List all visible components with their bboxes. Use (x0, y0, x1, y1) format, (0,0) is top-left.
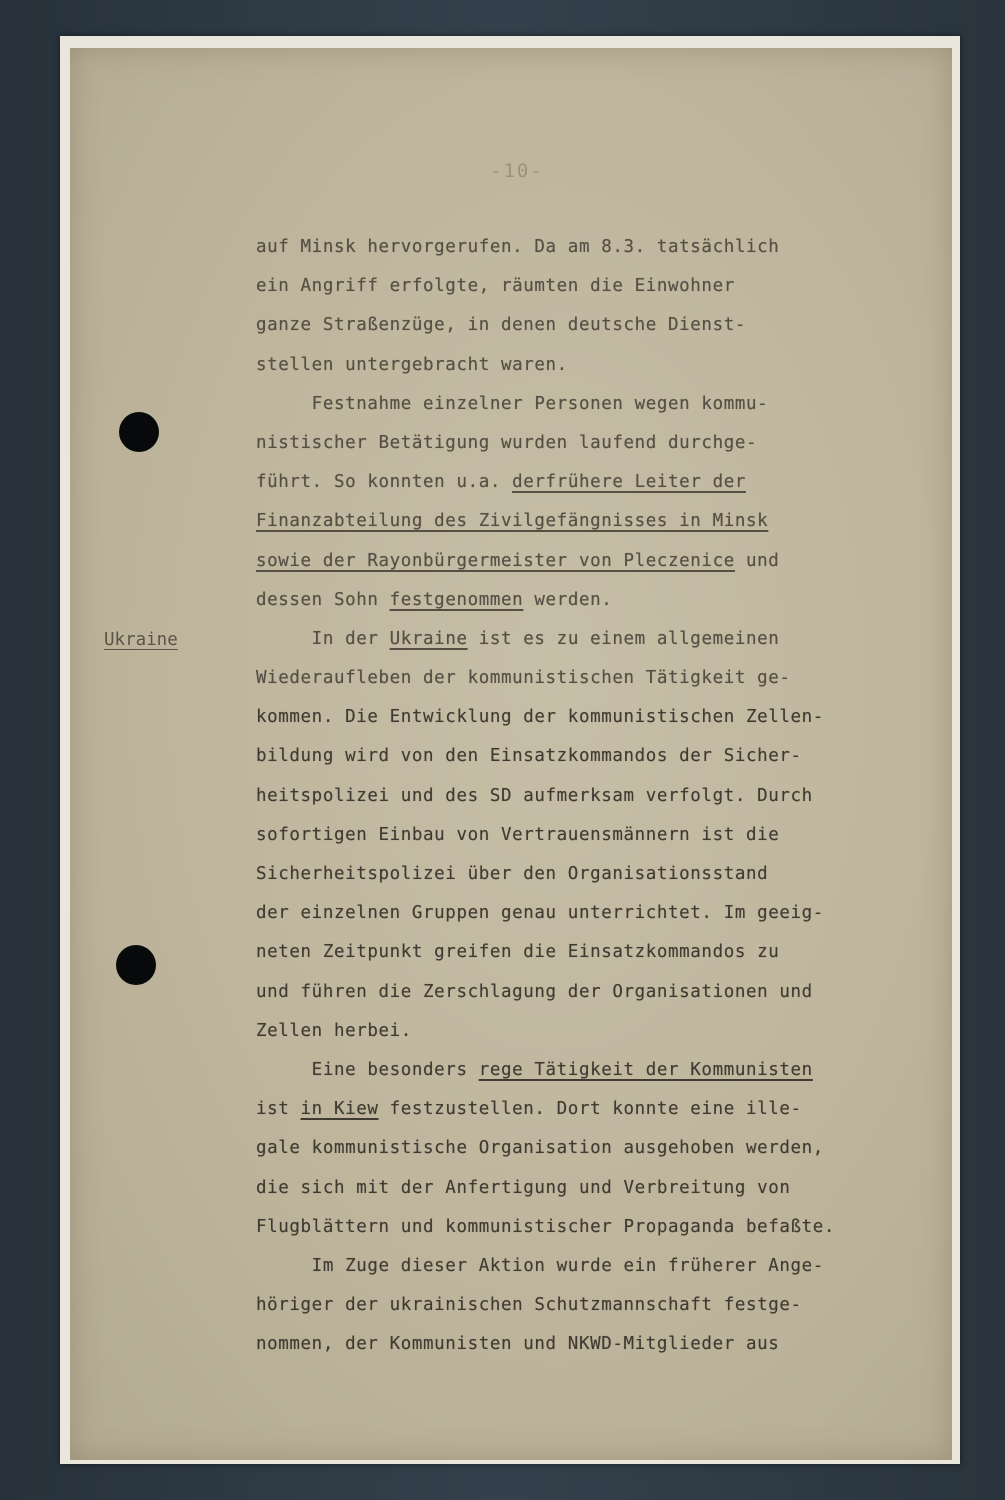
text-line: Zellen herbei. (256, 1020, 412, 1041)
text-line: kommen. Die Entwicklung der kommunistischen Zellen- (256, 707, 824, 728)
text-line: der einzelnen Gruppen genau unterrichtet. Im geeig- (256, 903, 824, 924)
underlined-text: festgenommen (389, 589, 524, 610)
text-line (256, 463, 916, 502)
text-segment: Eine besonders (256, 1059, 479, 1080)
text-line: höriger der ukrainischen Schutzmannschaft festge- (256, 1295, 802, 1316)
text-line (256, 1090, 916, 1129)
text-segment: werden. (523, 589, 613, 610)
text-line: Festnahme einzelner Personen wegen kommu- (256, 393, 769, 414)
text-line: Flugblättern und kommunistischer Propaganda befaßte. (256, 1216, 836, 1237)
text-segment: In der (256, 628, 390, 649)
punch-hole-top (119, 412, 159, 452)
text-segment: ist (256, 1099, 301, 1120)
text-line: gale kommunistische Organisation ausgehoben werden, (256, 1138, 824, 1159)
text-line: ein Angriff erfolgte, räumten die Einwohner (256, 276, 735, 297)
margin-heading-ukraine: Ukraine (104, 630, 178, 650)
underlined-text: Finanzabteilung des Zivilgefängnisses in Minsk (256, 511, 769, 532)
text-line: nommen, der Kommunisten und NKWD-Mitglieder aus (256, 1334, 780, 1355)
text-line: stellen untergebracht waren. (256, 354, 568, 375)
text-line: Sicherheitspolizei über den Organisationsstand (256, 864, 769, 884)
underlined-text: in Kiew (300, 1099, 379, 1120)
text-line: die sich mit der Anfertigung und Verbreitung von (256, 1177, 791, 1198)
text-line (256, 1051, 916, 1090)
text-line: ganze Straßenzüge, in denen deutsche Dienst- (256, 315, 746, 336)
text-line (256, 542, 916, 581)
text-line: nistischer Betätigung wurden laufend durchge- (256, 432, 758, 453)
text-line (256, 620, 916, 659)
text-segment: führt. So konnten u.a. (256, 472, 513, 493)
text-segment: und (734, 550, 780, 571)
text-segment: dessen Sohn (256, 589, 390, 610)
body-text (256, 228, 916, 1364)
text-line: heitspolizei und des SD aufmerksam verfolgt. Durch (256, 785, 813, 806)
underlined-text: sowie der Rayonbürgermeister von Pleczenice (256, 550, 735, 571)
archive-number: 4073 (894, 70, 930, 85)
document-page (70, 48, 952, 1460)
underlined-text: Ukraine (389, 628, 468, 649)
text-segment: ist es zu einem allgemeinen (467, 628, 780, 649)
text-line: Wiederaufleben der kommunistischen Tätigkeit ge- (256, 668, 791, 689)
underlined-text: derfrühere Leiter der (512, 472, 746, 493)
text-line: und führen die Zerschlagung der Organisationen und (256, 981, 813, 1002)
underlined-text: rege Tätigkeit der Kommunisten (478, 1059, 813, 1080)
text-line (256, 502, 916, 541)
page-number: -10- (490, 160, 544, 182)
text-line: Im Zuge dieser Aktion wurde ein früherer Ange- (256, 1255, 824, 1276)
text-line: auf Minsk hervorgerufen. Da am 8.3. tatsächlich (256, 237, 780, 257)
archive-mark: 71 (907, 92, 922, 106)
text-line: sofortigen Einbau von Vertrauensmännern ist die (256, 824, 780, 845)
text-line: bildung wird von den Einsatzkommandos der Sicher- (256, 746, 802, 767)
text-line: neten Zeitpunkt greifen die Einsatzkommandos zu (256, 942, 780, 963)
text-segment: festzustellen. Dort konnte eine ille- (378, 1099, 802, 1120)
punch-hole-bottom (116, 945, 156, 985)
text-line (256, 581, 916, 620)
